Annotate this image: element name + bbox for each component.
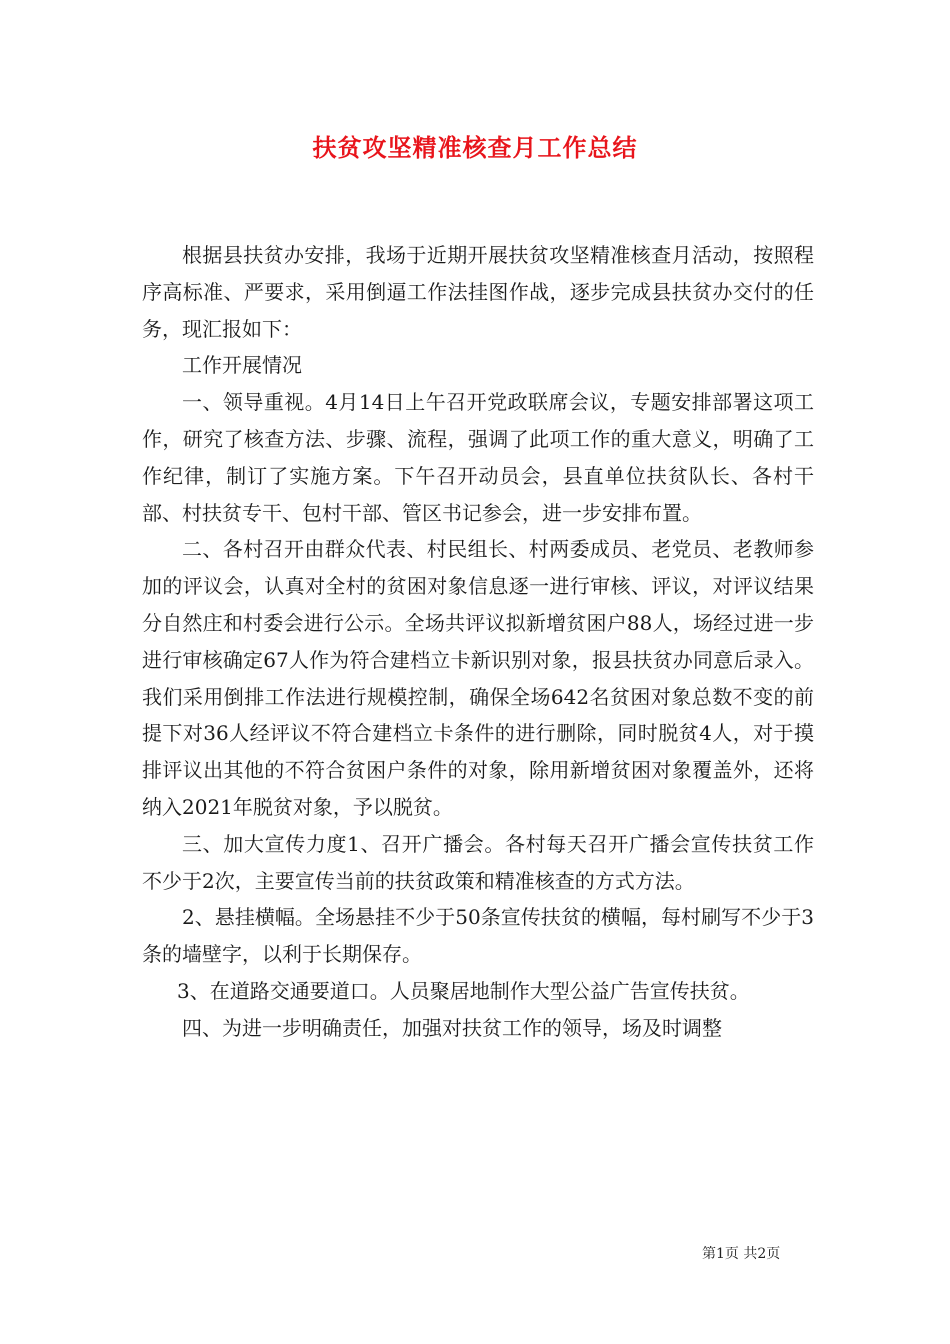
paragraph-banners: 2、悬挂横幅。全场悬挂不少于50条宣传扶贫的横幅，每村刷写不少于3条的墙壁字，以利于长期保存。: [142, 905, 814, 967]
paragraph-publicity: 三、加大宣传力度1、召开广播会。各村每天召开广播会宣传扶贫工作不少于2次，主要宣传当前的扶贫政策和精准核查的方式方法。: [142, 831, 814, 893]
paragraph-billboards: 3、在道路交通要道口。人员聚居地制作大型公益广告宣传扶贫。: [177, 978, 750, 1003]
document-body: [142, 237, 814, 1047]
paragraph-responsibility: 四、为进一步明确责任，加强对扶贫工作的领导，场及时调整: [182, 1015, 722, 1040]
paragraph-leadership: 一、领导重视。4月14日上午召开党政联席会议，专题安排部署这项工作，研究了核查方法、步骤、流程，强调了此项工作的重大意义，明确了工作纪律，制订了实施方案。下午召开动员会，县直单位扶贫队长、各村干部、村扶贫专干、包村干部、管区书记参会，进一步安排布置。: [142, 390, 814, 525]
page-number: 第1页 共2页: [702, 1246, 781, 1262]
paragraph-review-meeting: 二、各村召开由群众代表、村民组长、村两委成员、老党员、老教师参加的评议会，认真对全村的贫困对象信息逐一进行审核、评议，对评议结果分自然庄和村委会进行公示。全场共评议拟新增贫困户88人，场经过进一步进行审核确定67人作为符合建档立卡新识别对象，报县扶贫办同意后录入。我们采用倒排工作法进行规模控制，确保全场642名贫困对象总数不变的前提下对36人经评议不符合建档立卡条件的进行删除，同时脱贫4人，对于摸排评议出其他的不符合贫困户条件的对象，除用新增贫困对象覆盖外，还将纳入2021年脱贫对象，予以脱贫。: [142, 537, 814, 819]
paragraph-section-heading: 工作开展情况: [182, 353, 302, 378]
page-title: 扶贫攻坚精准核查月工作总结: [312, 133, 638, 162]
paragraph-intro: 根据县扶贫办安排，我场于近期开展扶贫攻坚精准核查月活动，按照程序高标准、严要求，采用倒逼工作法挂图作战，逐步完成县扶贫办交付的任务，现汇报如下：: [142, 243, 814, 341]
